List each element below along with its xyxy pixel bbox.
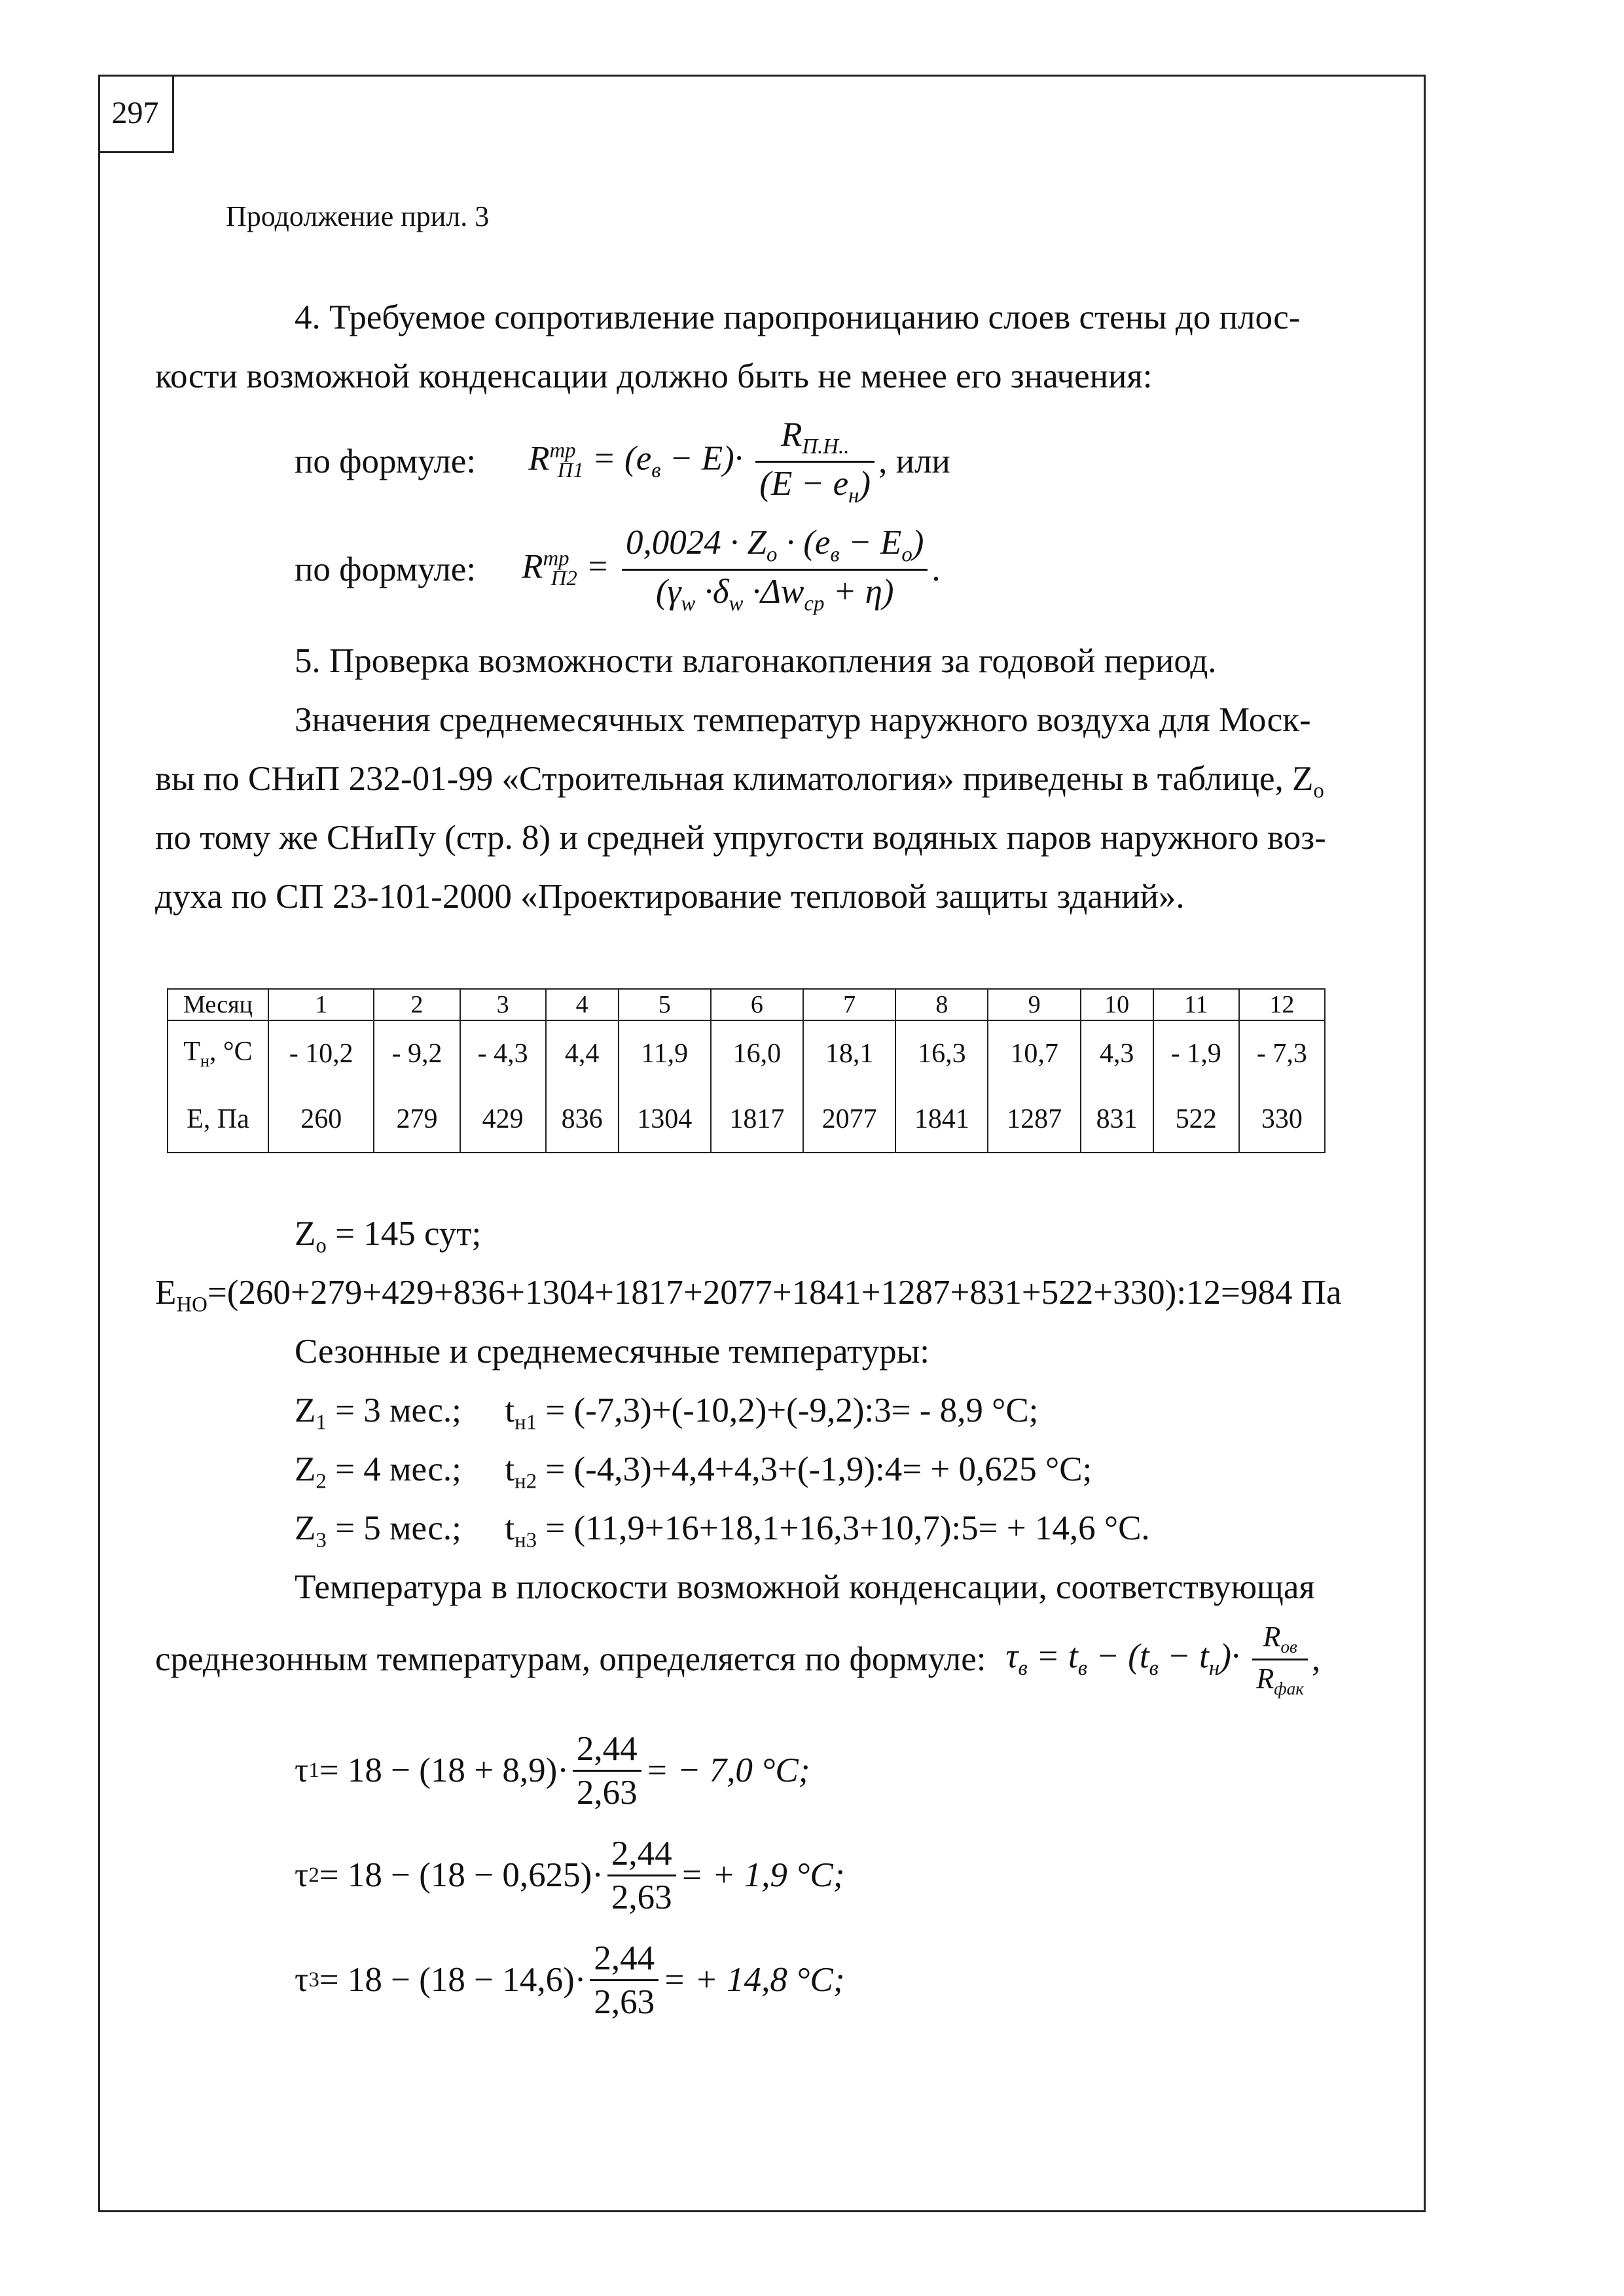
plane-line-2-text: среднезонным температурам, определяется по формуле: <box>155 1640 986 1678</box>
table-cell: - 1,9 <box>1153 1020 1239 1086</box>
table-header-label: Месяц <box>168 989 268 1020</box>
eho-sub: НО <box>176 1293 208 1317</box>
t-label-sub: н <box>200 1051 209 1071</box>
para6-line1: Значения среднемесячных температур наружного воздуха для Моск- <box>295 701 1311 739</box>
tau-line-2 <box>295 1833 844 1918</box>
season-t-sub: н1 <box>514 1410 537 1435</box>
tau-result: = − 7,0 °C; <box>645 1751 810 1789</box>
formula-1-num-sub: П.Н.. <box>802 435 850 459</box>
table-month-cell: 11 <box>1153 989 1239 1020</box>
tau-numerator: 2,44 <box>590 1939 659 1981</box>
plane-numerator <box>1252 1620 1308 1660</box>
formula-2-num-sub2: в <box>830 543 840 567</box>
tau-sub: 3 <box>308 1967 319 1992</box>
formula-1-den: (E − e <box>759 464 849 503</box>
table-month-cell: 8 <box>895 989 988 1020</box>
formula-2-num-rest: · (e <box>777 523 831 562</box>
formula-1-fraction <box>755 415 875 508</box>
para6-line3: по тому же СНиПу (стр. 8) и средней упругости водяных паров наружного воз- <box>155 819 1326 857</box>
tau-symbol: τ <box>295 1751 309 1789</box>
formula-1-mid-rest: − E)· <box>660 439 744 478</box>
plane-denominator <box>1252 1660 1308 1699</box>
z0-rest: = 145 сут; <box>326 1215 482 1253</box>
season-z-rest: = 4 мес.; <box>326 1450 461 1488</box>
t-label-rest: , °С <box>209 1037 253 1067</box>
table-row-label-temperature <box>168 1020 268 1086</box>
table-cell: 429 <box>460 1086 546 1153</box>
table-cell: 522 <box>1153 1086 1239 1153</box>
para6-line2 <box>155 759 1324 804</box>
season-t: t <box>505 1391 515 1429</box>
table-cell: - 10,2 <box>268 1020 374 1086</box>
plane-den: R <box>1256 1662 1274 1695</box>
tau-symbol: τ <box>295 1856 309 1894</box>
table-month-cell: 12 <box>1239 989 1325 1020</box>
climate-table <box>167 988 1326 1153</box>
table-cell: 836 <box>546 1086 619 1153</box>
formula-2-den-sub2: w <box>729 592 744 616</box>
plane-f-lhs: τ <box>1005 1637 1019 1676</box>
formula-2-num-rest2: − E <box>839 523 902 562</box>
tau-result: = + 1,9 °C; <box>679 1856 845 1894</box>
formula-2-body <box>522 523 931 616</box>
season-z-rest: = 3 мес.; <box>326 1391 461 1429</box>
table-cell: 279 <box>374 1086 460 1153</box>
eho-rest: =(260+279+429+836+1304+1817+2077+1841+1287+831+522+330):12=984 Па <box>207 1274 1342 1312</box>
table-cell: 1304 <box>619 1086 711 1153</box>
formula-2-suffix: . <box>931 550 941 588</box>
formula-2-den-sub3: ср <box>804 592 825 616</box>
plane-f-mid-sub1: в <box>1149 1656 1159 1680</box>
tau-sub: 2 <box>308 1863 319 1887</box>
formula-2-label: по формуле: <box>295 550 477 588</box>
tau-expression: = 18 − (18 + 8,9)· <box>319 1751 569 1789</box>
formula-2-lhs-sub: П2 <box>550 566 577 590</box>
table-month-cell: 4 <box>546 989 619 1020</box>
z0-sub: o <box>316 1234 327 1258</box>
table-month-cell: 3 <box>460 989 546 1020</box>
eho-line <box>155 1273 1342 1318</box>
table-cell: 831 <box>1081 1086 1153 1153</box>
season-z: Z <box>295 1391 316 1429</box>
season-t-sub: н3 <box>514 1528 537 1552</box>
table-cell: 260 <box>268 1086 374 1153</box>
plane-fraction <box>1252 1620 1308 1699</box>
season-t-sub: н2 <box>514 1469 537 1494</box>
eho-symbol: E <box>155 1274 177 1312</box>
formula-2-num-sub3: o <box>901 543 912 567</box>
season-line-2 <box>295 1450 1092 1494</box>
plane-num: R <box>1263 1620 1281 1653</box>
table-cell: 18,1 <box>803 1020 895 1086</box>
tau-line-1 <box>295 1728 810 1813</box>
season-line-1 <box>295 1391 1038 1435</box>
formula-1-lhs: R <box>528 439 550 478</box>
season-z: Z <box>295 1509 316 1547</box>
formula-2-den: (γ <box>655 572 681 611</box>
formula-2-den-end: + η) <box>824 572 894 611</box>
formula-1-numerator <box>755 415 875 463</box>
season-t: t <box>505 1509 515 1547</box>
formula-2 <box>295 523 941 616</box>
formula-1-suffix: , или <box>878 442 950 480</box>
table-cell: 1287 <box>988 1086 1080 1153</box>
table-month-cell: 7 <box>803 989 895 1020</box>
table-month-cell: 2 <box>374 989 460 1020</box>
para6-line2-sub: o <box>1313 779 1324 803</box>
table-cell: 11,9 <box>619 1020 711 1086</box>
formula-1-lhs-sub: П1 <box>557 458 584 482</box>
tau-denominator: 2,63 <box>576 1773 638 1812</box>
formula-2-denominator <box>622 571 928 617</box>
formula-1-lhs-sup: тр <box>549 439 576 463</box>
plane-f-lhs-sub: в <box>1018 1656 1028 1680</box>
z0-symbol: Z <box>295 1215 316 1253</box>
plane-f-eq-sub: в <box>1077 1656 1087 1680</box>
formula-2-eq: = <box>577 547 609 586</box>
tau-fraction <box>590 1939 659 2022</box>
tau-result: = + 14,8 °C; <box>662 1961 845 1999</box>
season-t-rest: = (11,9+16+18,1+16,3+10,7):5= + 14,6 °С. <box>537 1509 1150 1547</box>
formula-2-lhs: R <box>522 547 543 586</box>
table-month-cell: 9 <box>988 989 1080 1020</box>
formula-1-denominator <box>755 463 875 509</box>
table-month-cell: 6 <box>711 989 803 1020</box>
tau-sub: 1 <box>308 1758 319 1782</box>
formula-2-den-mid1: ·δ <box>695 572 729 611</box>
tau-expression: = 18 − (18 − 0,625)· <box>319 1856 604 1894</box>
plane-f-mid: − (t <box>1087 1637 1149 1676</box>
tau-line-3 <box>295 1937 844 2022</box>
table-cell: - 9,2 <box>374 1020 460 1086</box>
plane-num-sub: ов <box>1280 1636 1297 1657</box>
table-month-cell: 1 <box>268 989 374 1020</box>
plane-den-sub: фак <box>1274 1678 1304 1698</box>
table-cell: 1841 <box>895 1086 988 1153</box>
table-row-label-pressure: Е, Па <box>168 1086 268 1153</box>
para6-line4: духа по СП 23-101-2000 «Проектирование тепловой защиты зданий». <box>155 878 1185 916</box>
season-z-sub: 1 <box>316 1410 327 1435</box>
season-z-sub: 3 <box>316 1528 327 1552</box>
plane-f-mid2: − t <box>1158 1637 1209 1676</box>
para4-line1: 4. Требуемое сопротивление паропроницанию слоев стены до плос- <box>295 298 1301 336</box>
season-z-sub: 2 <box>316 1469 327 1494</box>
formula-1-den-sub: н <box>848 484 859 508</box>
para6-line2-text: вы по СНиП 232-01-99 «Строительная климатология» приведены в таблице, Z <box>155 760 1314 798</box>
plane-line-2 <box>155 1613 1320 1705</box>
table-month-cell: 5 <box>619 989 711 1020</box>
formula-2-fraction <box>622 523 928 616</box>
table-cell: - 7,3 <box>1239 1020 1325 1086</box>
season-line-3 <box>295 1509 1150 1553</box>
t-label: Т <box>183 1037 200 1067</box>
table-row-temperature <box>168 1020 1325 1086</box>
plane-f-mid3: )· <box>1219 1637 1240 1676</box>
table-cell: 4,3 <box>1081 1020 1153 1086</box>
table-row-pressure <box>168 1086 1325 1153</box>
tau-numerator: 2,44 <box>573 1729 641 1772</box>
formula-2-num-sub: o <box>767 543 778 567</box>
table-cell: 16,0 <box>711 1020 803 1086</box>
tau-denominator: 2,63 <box>594 1982 655 2021</box>
season-z-rest: = 5 мес.; <box>326 1509 461 1547</box>
z0-line <box>295 1214 481 1259</box>
appendix-header: Продолжение прил. 3 <box>226 200 490 232</box>
tau-expression: = 18 − (18 − 14,6)· <box>319 1961 586 1999</box>
table-cell: - 4,3 <box>460 1020 546 1086</box>
plane-line-1: Температура в плоскости возможной конденсации, соответствующая <box>295 1568 1315 1606</box>
formula-2-num-end: ) <box>912 523 924 562</box>
plane-f-end: , <box>1311 1640 1321 1678</box>
table-cell: 1817 <box>711 1086 803 1153</box>
table-cell: 330 <box>1239 1086 1325 1153</box>
formula-2-num: 0,0024 · Z <box>626 523 767 562</box>
formula-1 <box>295 415 950 508</box>
table-month-cell: 10 <box>1081 989 1153 1020</box>
formula-2-den-sub1: w <box>681 592 696 616</box>
season-z: Z <box>295 1450 316 1488</box>
formula-2-numerator <box>622 523 928 571</box>
formula-2-lhs-sup: тр <box>543 547 569 571</box>
table-cell: 10,7 <box>988 1020 1080 1086</box>
formula-1-body <box>528 415 878 508</box>
para5: 5. Проверка возможности влагонакопления за годовой период. <box>295 642 1217 680</box>
plane-formula <box>1005 1620 1312 1699</box>
formula-1-den-end: ) <box>859 464 871 503</box>
season-t-rest: = (-4,3)+4,4+4,3+(-1,9):4= + 0,625 °С; <box>537 1450 1092 1488</box>
season-t-rest: = (-7,3)+(-10,2)+(-9,2):3= - 8,9 °С; <box>537 1391 1039 1429</box>
plane-f-eq: = t <box>1027 1637 1078 1676</box>
table-header-row <box>168 989 1325 1020</box>
tau-symbol: τ <box>295 1961 309 1999</box>
formula-1-mid-sub: в <box>651 458 661 482</box>
formula-1-num: R <box>780 415 803 454</box>
para4-line2: кости возможной конденсации должно быть не менее его значения: <box>155 357 1153 395</box>
plane-f-mid-sub2: н <box>1208 1656 1220 1680</box>
tau-fraction <box>573 1729 641 1812</box>
formula-2-den-mid2: ·Δw <box>743 572 804 611</box>
formula-1-middle: = (e <box>583 439 652 478</box>
season-t: t <box>505 1450 515 1488</box>
seasonal-title: Сезонные и среднемесячные температуры: <box>295 1333 929 1371</box>
tau-numerator: 2,44 <box>607 1834 676 1876</box>
page-number: 297 <box>98 75 174 153</box>
tau-denominator: 2,63 <box>611 1878 672 1916</box>
table-cell: 16,3 <box>895 1020 988 1086</box>
table-cell: 4,4 <box>546 1020 619 1086</box>
table-cell: 2077 <box>803 1086 895 1153</box>
formula-1-label: по формуле: <box>295 442 477 480</box>
tau-fraction <box>607 1834 676 1917</box>
